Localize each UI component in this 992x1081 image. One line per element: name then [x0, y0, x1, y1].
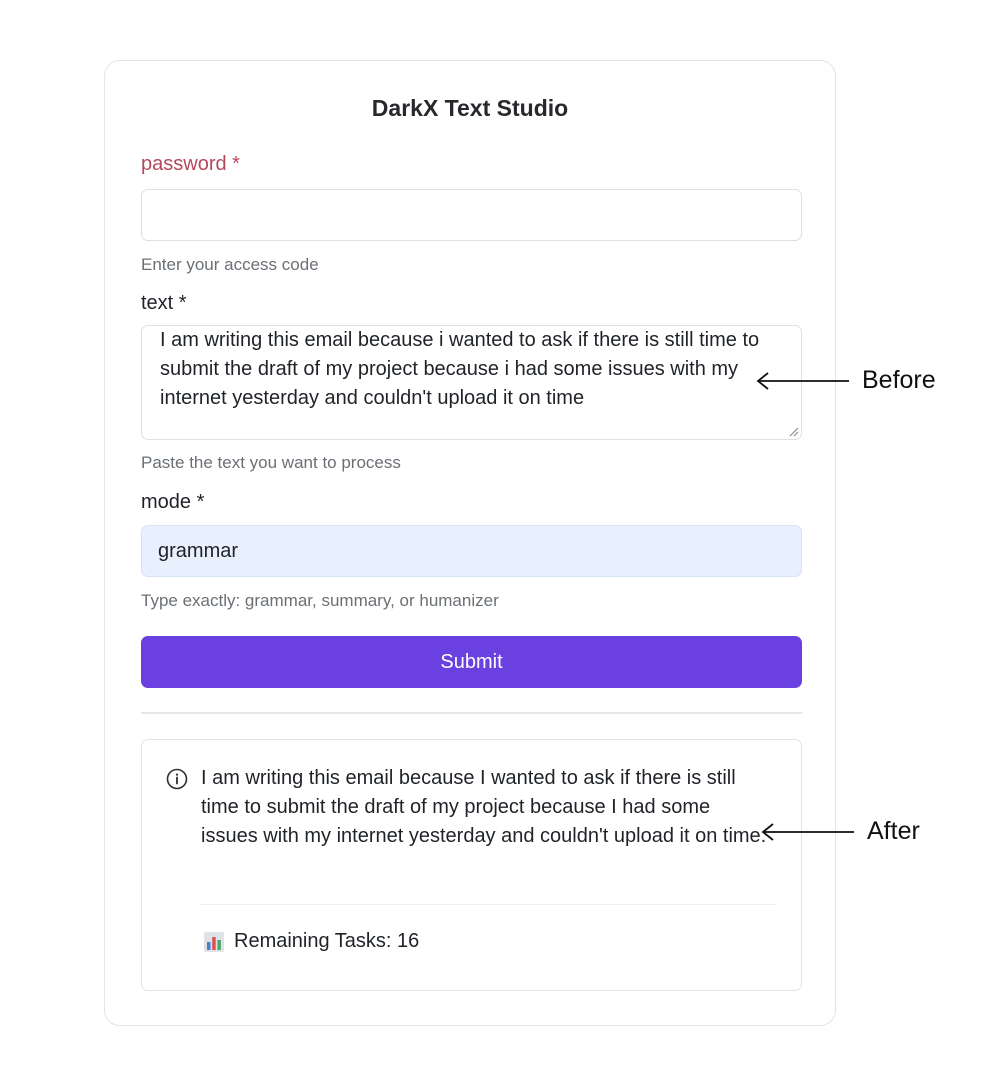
after-annotation [760, 817, 920, 846]
bar-chart-icon [203, 931, 225, 953]
text-label: text * [141, 292, 187, 314]
text-studio-card [104, 60, 836, 1026]
resize-handle-icon[interactable] [787, 425, 799, 437]
text-helper: Paste the text you want to process [141, 453, 401, 472]
arrow-left-icon [755, 371, 850, 391]
after-label: After [867, 817, 920, 845]
mode-input[interactable] [141, 525, 802, 577]
mode-label: mode * [141, 491, 205, 513]
result-text: I am writing this email because I wanted to ask if there is still time to submit the draft of my project because I had some issues with my internet yesterday and couldn't upload it on time. [201, 767, 767, 847]
info-icon [166, 768, 188, 790]
submit-button[interactable]: Submit [141, 636, 802, 688]
password-input[interactable] [141, 189, 802, 241]
before-annotation [755, 366, 936, 395]
page-title: DarkX Text Studio [371, 95, 569, 121]
result-panel [141, 739, 802, 991]
password-label: password * [141, 153, 240, 175]
remaining-tasks-text: Remaining Tasks: 16 [234, 930, 420, 952]
mode-helper: Type exactly: grammar, summary, or humanizer [141, 591, 499, 610]
arrow-left-icon [760, 822, 855, 842]
remaining-tasks [203, 930, 419, 953]
result-divider [201, 904, 776, 905]
password-helper: Enter your access code [141, 255, 319, 274]
text-textarea[interactable] [141, 325, 802, 440]
text-textarea-value: I am writing this email because i wanted to ask if there is still time to submit the draft of my project because i had some issues with my internet yesterday and couldn't upload it on time [160, 329, 760, 409]
section-divider [141, 712, 802, 714]
before-label: Before [862, 366, 936, 394]
